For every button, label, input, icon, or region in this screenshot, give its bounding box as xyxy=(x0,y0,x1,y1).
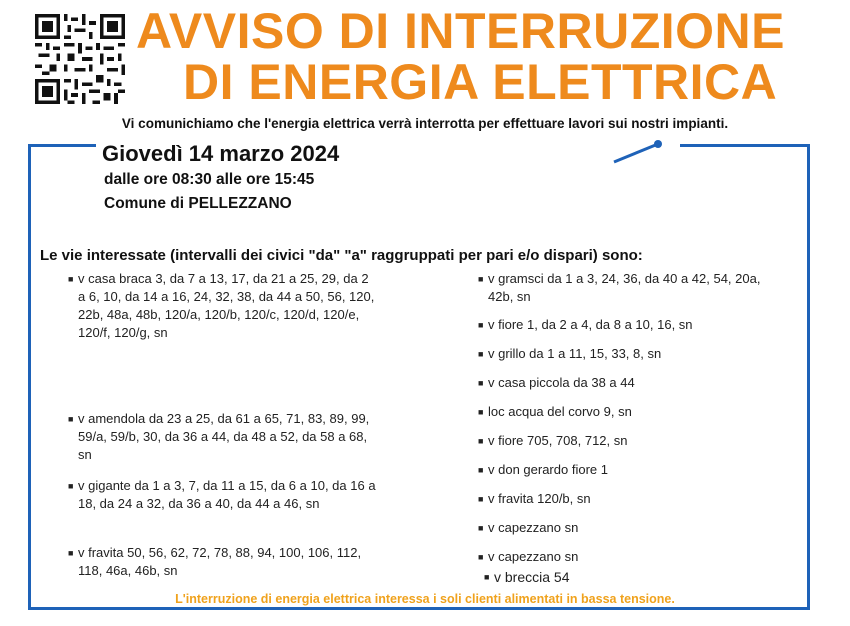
street-item: ■ v grillo da 1 a 11, 15, 33, 8, sn xyxy=(478,346,662,361)
street-item: ■ v casa braca 3, da 7 a 13, 17, da 21 a 25, 29, da 2 a 6, 10, da 14 a 16, 24, 32, 38, da 44 a 50, 56, 120, 22b, 48a, 48b, 120/a, 120/b, 120/c, 120/d, 120/e, 120/f, 120/g, sn xyxy=(68,271,375,340)
frame-top-left-edge xyxy=(28,144,96,147)
street-item: ■ v amendola da 23 a 25, da 61 a 65, 71, 83, 89, 99, 59/a, 59/b, 30, da 36 a 44, da 48 a 52, da 58 a 68, sn xyxy=(68,411,370,462)
outage-hours: dalle ore 08:30 alle ore 15:45 xyxy=(104,171,315,188)
outage-date: Giovedì 14 marzo 2024 xyxy=(102,141,340,166)
street-item: ■ v gramsci da 1 a 3, 24, 36, da 40 a 42, 54, 20a, 42b, sn xyxy=(478,271,761,304)
street-item: ■ v fravita 120/b, sn xyxy=(478,491,591,506)
title-line-1: AVVISO DI INTERRUZIONE xyxy=(136,3,786,59)
street-item: ■ v fiore 705, 708, 712, sn xyxy=(478,433,628,448)
intro-text: Vi comunichiamo che l'energia elettrica verrà interrotta per effettuare lavori sui nostri impianti. xyxy=(121,116,729,131)
street-item: ■ loc acqua del corvo 9, sn xyxy=(478,404,632,419)
streets-heading: Le vie interessate (intervalli dei civici "da" "a" raggruppati per pari e/o dispari) sono: xyxy=(40,247,643,264)
street-item: ■ v capezzano sn xyxy=(478,520,579,535)
footer-note: L'interruzione di energia elettrica interessa i soli clienti alimentati in bassa tensione. xyxy=(175,592,675,606)
street-item: ■ v gigante da 1 a 3, 7, da 11 a 15, da 6 a 10, da 16 a 18, da 24 a 32, da 36 a 40, da 44 a 46, sn xyxy=(68,478,376,511)
street-item: ■ v fiore 1, da 2 a 4, da 8 a 10, 16, sn xyxy=(478,317,693,332)
street-item: ■ v casa piccola da 38 a 44 xyxy=(478,375,635,390)
street-item: ■ v fravita 50, 56, 62, 72, 78, 88, 94, 100, 106, 112, 118, 46a, 46b, sn xyxy=(68,545,362,578)
street-item: ■ v breccia 54 xyxy=(494,568,794,586)
outage-municipality: Comune di PELLEZZANO xyxy=(104,195,292,212)
street-item: ■ v capezzano sn xyxy=(478,549,579,564)
notice-title xyxy=(136,3,836,110)
street-item: ■ v don gerardo fiore 1 xyxy=(478,462,608,477)
title-line-2: DI ENERGIA ELETTRICA xyxy=(183,54,778,110)
frame-top-right-edge xyxy=(680,144,810,147)
qr-code-icon xyxy=(35,14,125,104)
